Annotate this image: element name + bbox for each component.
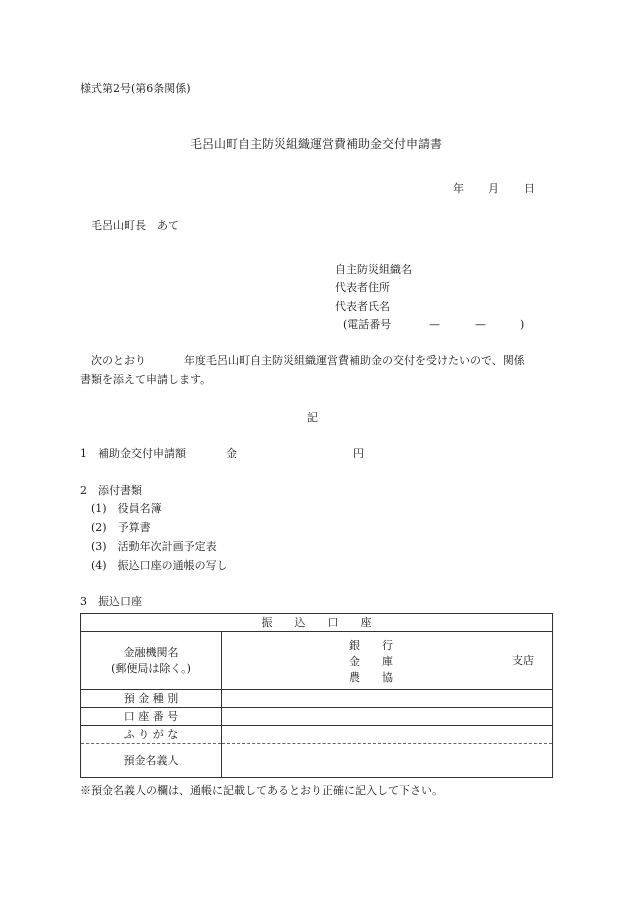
phone-dash-1: — [429,318,440,331]
applicant-org-name: 自主防災組織名 [335,263,412,276]
account-holder-input[interactable] [222,744,553,778]
item1-kin: 金 [226,447,237,460]
body-line-1: 年度毛呂山町自主防災組織運営費補助金の交付を受けたいので、関係 [184,354,525,367]
furigana-input[interactable] [222,726,553,744]
date-day: 日 [524,182,535,195]
deposit-type-input[interactable] [222,690,553,708]
form-number: 様式第2号(第6条関係) [80,82,191,95]
footnote: ※預金名義人の欄は、通帳に記載してあるとおり正確に記入して下さい。 [80,784,443,797]
doc-item: (2) 予算書 [91,521,151,534]
phone-dash-2: — [475,318,486,331]
phone-close: ) [520,318,525,331]
institution-note: (郵便局は除く。) [111,661,191,675]
item1-label: 1 補助金交付申請額 [80,447,186,460]
applicant-phone-label: (電話番号 [343,318,392,331]
doc-item: (1) 役員名簿 [91,502,162,515]
applicant-rep-name: 代表者氏名 [335,300,390,313]
applicant-rep-address: 代表者住所 [335,281,390,294]
institution-label: 金融機関名 [123,645,179,659]
body-lead: 次のとおり [91,354,146,367]
bank-type-option: 金 庫 [349,655,393,668]
ki-heading: 記 [307,411,318,424]
bank-type-option: 銀 行 [349,639,393,652]
item2-label: 2 添付書類 [80,484,142,497]
date-month: 月 [488,182,499,195]
account-number-input[interactable] [222,708,553,726]
body-line-2: 書類を添えて申請します。 [80,373,212,386]
item1-yen: 円 [353,447,364,460]
account-holder-label: 預金名義人 [81,744,222,778]
addressee: 毛呂山町長 あて [91,219,179,232]
deposit-type-label: 預 金 種 別 [81,690,222,708]
form-title: 毛呂山町自主防災組織運営費補助金交付申請書 [190,137,443,151]
bank-account-table [80,613,553,778]
date-year: 年 [453,182,464,195]
institution-input-cell[interactable] [222,632,553,690]
branch-label: 支店 [512,654,534,667]
bank-type-option: 農 協 [349,671,393,684]
table-header: 振 込 口 座 [81,614,553,632]
institution-label-cell [81,632,222,690]
account-number-label: 口 座 番 号 [81,708,222,726]
doc-item: (3) 活動年次計画予定表 [91,540,217,553]
furigana-label: ふ り が な [81,726,222,744]
item3-label: 3 振込口座 [80,595,142,608]
doc-item: (4) 振込口座の通帳の写し [91,559,228,572]
